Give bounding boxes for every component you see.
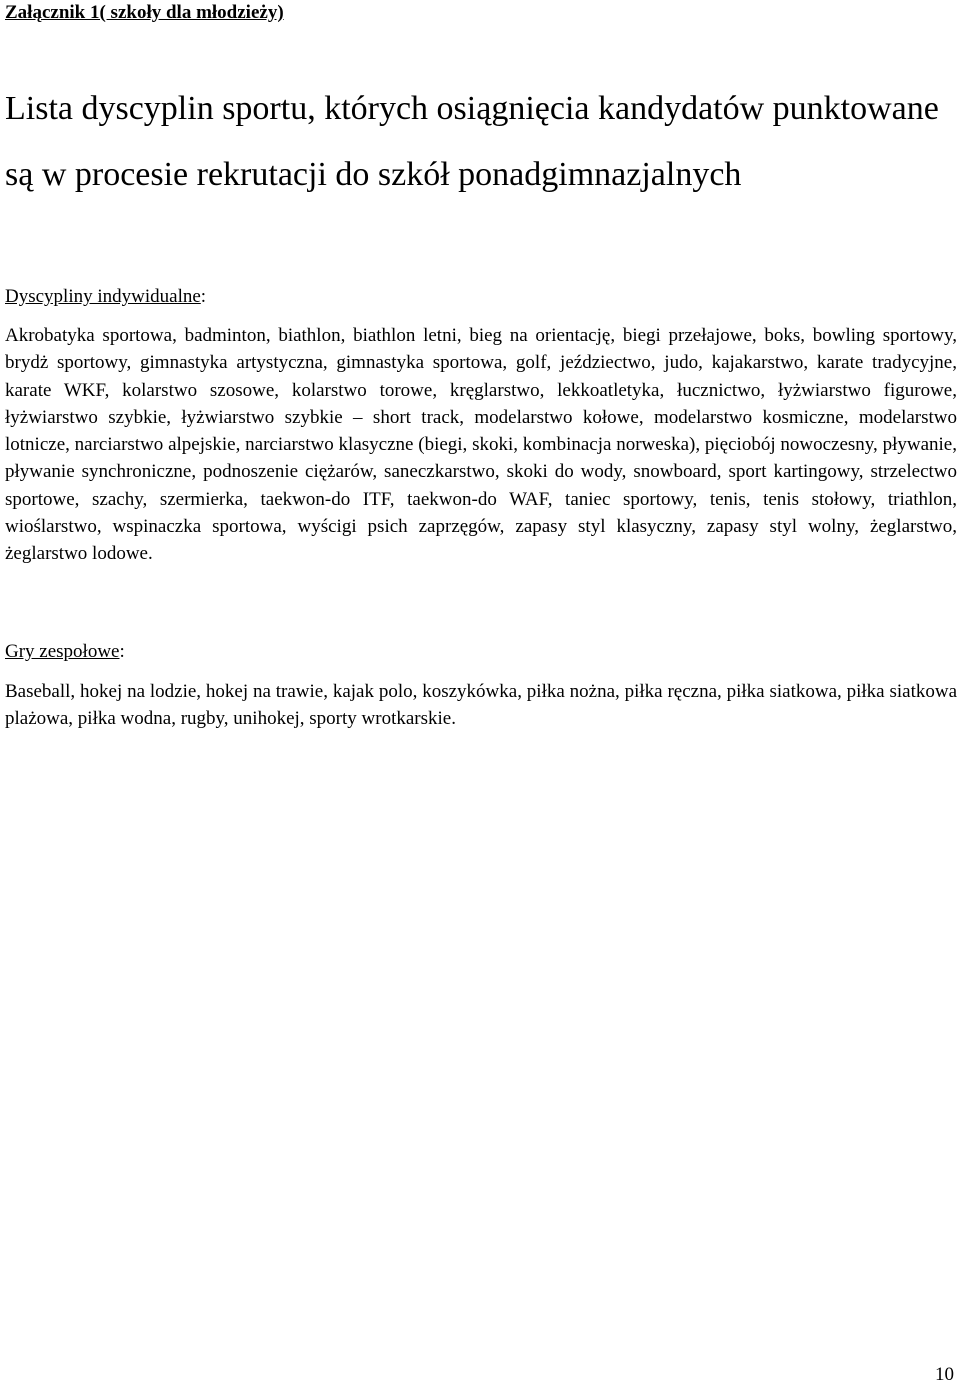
page-number: 10 xyxy=(935,1364,954,1385)
team-games-colon: : xyxy=(119,641,125,662)
team-games-heading xyxy=(5,640,125,664)
individual-disciplines-label: Dyscypliny indywidualne xyxy=(5,286,201,307)
individual-disciplines-heading xyxy=(5,285,206,309)
annex-heading: Załącznik 1( szkoły dla młodzieży) xyxy=(5,2,284,23)
team-games-list: Baseball, hokej na lodzie, hokej na trawie, kajak polo, koszykówka, piłka nożna, piłka ręczna, piłka siatkowa, piłka siatkowa plażowa, piłka wodna, rugby, unihokej, sporty wrotkarskie. xyxy=(5,681,957,730)
document-title: Lista dyscyplin sportu, których osiągnięcia kandydatów punktowane są w procesie rekrutacji do szkół ponadgimnazjalnych xyxy=(5,90,939,193)
individual-disciplines-list: Akrobatyka sportowa, badminton, biathlon, biathlon letni, bieg na orientację, biegi przełajowe, boks, bowling sportowy, brydż sportowy, gimnastyka artystyczna, gimnastyka sportowa, golf, jeździectwo, judo, kajakarstwo, karate tradycyjne, karate WKF, kolarstwo szosowe, kolarstwo torowe, kręglarstwo, lekkoatletyka, łucznictwo, łyżwiarstwo figurowe, łyżwiarstwo szybkie, łyżwiarstwo szybkie – short track, modelarstwo kołowe, modelarstwo kosmiczne, modelarstwo lotnicze, narciarstwo alpejskie, narciarstwo klasyczne (biegi, skoki, kombinacja norweska), pięciobój nowoczesny, pływanie, pływanie synchroniczne, podnoszenie ciężarów, saneczkarstwo, skoki do wody, snowboard, sport kartingowy, strzelectwo sportowe, szachy, szermierka, taekwon-do ITF, taekwon-do WAF, taniec sportowy, tenis, tenis stołowy, triathlon, wioślarstwo, wspinaczka sportowa, wyścigi psich zaprzęgów, zapasy styl klasyczny, zapasy styl wolny, żeglarstwo, żeglarstwo lodowe. xyxy=(5,325,957,565)
team-games-label: Gry zespołowe xyxy=(5,641,120,662)
individual-disciplines-colon: : xyxy=(200,286,207,307)
document-page xyxy=(5,0,957,1387)
